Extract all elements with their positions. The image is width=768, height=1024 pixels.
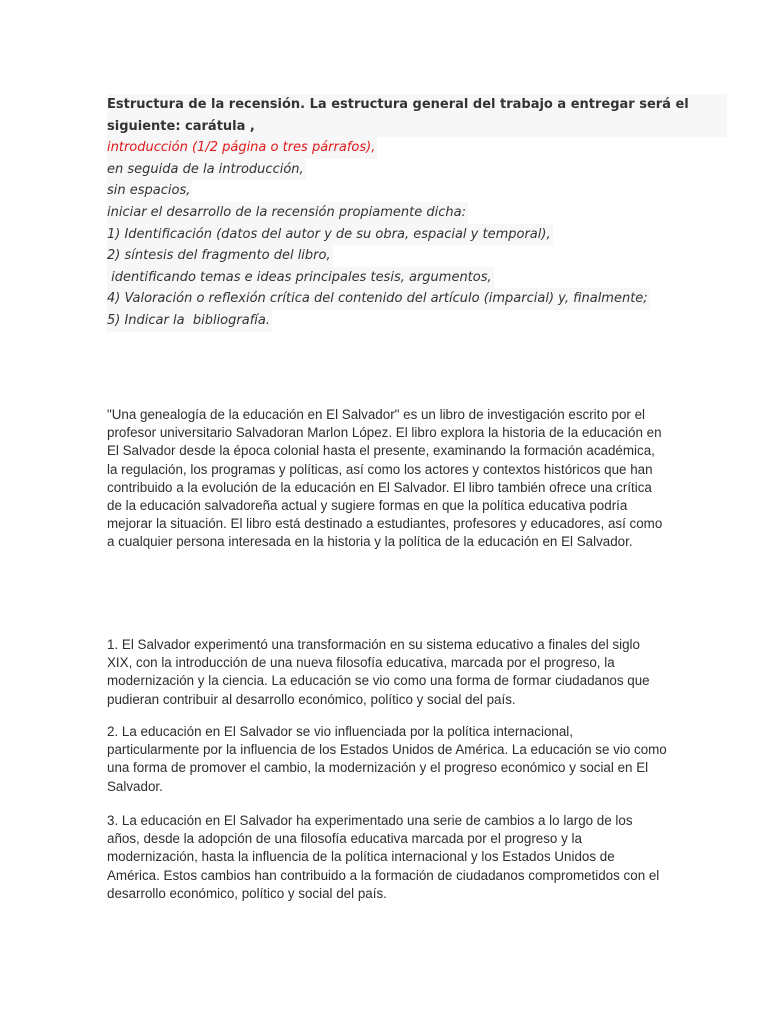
instruction-line-valoracion: 4) Valoración o reflexión crítica del contenido del artículo (imparcial) y, finalmente; <box>107 288 650 310</box>
point-paragraph-3: 3. La educación en El Salvador ha experimentado una serie de cambios a lo largo de los años, desde la adopción de una filosofía educativa marcada por el progreso y la modernización, hasta la influencia de la política internacional y los Estados Unidos de América. Estos cambios han contribuido a la formación de ciudadanos comprometidos con el desarrollo económico, político y social del país. <box>107 813 660 901</box>
instruction-line-iniciar: iniciar el desarrollo de la recensión propiamente dicha: <box>107 202 468 224</box>
instruction-line-identificacion: 1) Identificación (datos del autor y de su obra, espacial y temporal), <box>107 224 553 246</box>
instruction-line-sintesis: 2) síntesis del fragmento del libro, <box>107 245 333 267</box>
instruction-line-sin-espacios: sin espacios, <box>107 180 192 202</box>
point-paragraph-1: 1. El Salvador experimentó una transformación en su sistema educativo a finales del siglo XIX, con la introducción de una nueva filosofía educativa, marcada por el progreso, la modernización y la ciencia. La educación se vio como una forma de formar ciudadanos que pudieran contribuir al desarrollo económico, político y social del país. <box>107 637 650 707</box>
book-summary-paragraph: "Una genealogía de la educación en El Salvador" es un libro de investigación escrito por el profesor universitario Salvadoran Marlon López. El libro explora la historia de la educación en El Salvador desde la época colonial hasta el presente, examinando la formación académica, la regulación, los programas y políticas, así como los actores y contextos históricos que han contribuido a la evolución de la educación en El Salvador. El libro también ofrece una crítica de la educación salvadoreña actual y sugiere formas en que la política educativa podría mejorar la situación. El libro está destinado a estudiantes, profesores y educadores, así como a cualquier persona interesada en la historia y la política de la educación en El Salvador. <box>107 407 663 550</box>
point-paragraph-2: 2. La educación en El Salvador se vio influenciada por la política internacional, particularmente por la influencia de los Estados Unidos de América. La educación se vio como una forma de promover el cambio, la modernización y el progreso económico y social en El Salvador. <box>107 724 667 794</box>
instruction-line-seguida: en seguida de la introducción, <box>107 159 306 181</box>
instruction-line-introduccion: introducción (1/2 página o tres párrafos), <box>107 137 377 159</box>
instruction-line-temas: identificando temas e ideas principales tesis, argumentos, <box>107 267 494 289</box>
instructions-heading: Estructura de la recensión. La estructura general del trabajo a entregar será el siguiente: carátula , <box>107 94 727 137</box>
instruction-line-bibliografia: 5) Indicar la bibliografía. <box>107 310 272 332</box>
instructions-block <box>107 94 727 332</box>
